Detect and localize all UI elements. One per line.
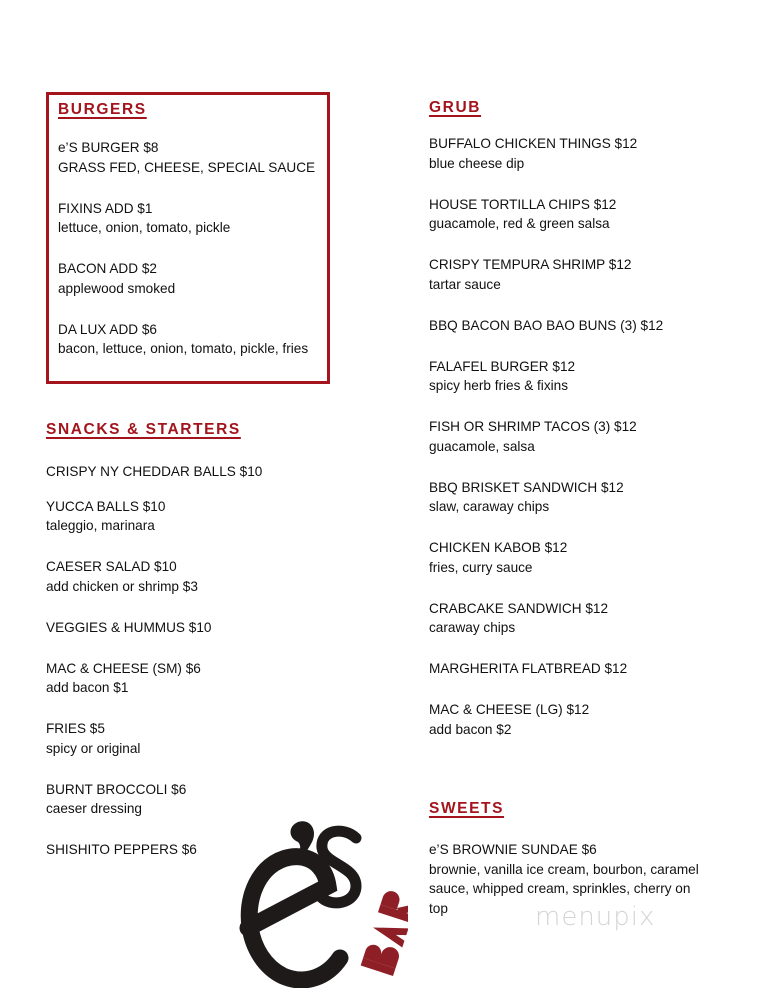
menu-item (58, 199, 315, 238)
menu-item-name: VEGGIES & HUMMUS $10 (46, 619, 212, 635)
menu-item (46, 719, 262, 758)
menu-item-description: guacamole, red & green salsa (429, 216, 610, 231)
menu-item-name: BURNT BROCCOLI $6 (46, 781, 187, 797)
menu-item (429, 417, 663, 456)
menu-item-description: guacamole, salsa (429, 438, 535, 454)
menu-item-name: CRABCAKE SANDWICH $12 (429, 600, 609, 616)
menu-item (429, 599, 663, 638)
sweets-heading: SWEETS (429, 800, 505, 817)
menu-item-name: BBQ BRISKET SANDWICH $12 (429, 479, 624, 495)
menu-item-name: FISH OR SHRIMP TACOS (3) $12 (429, 419, 637, 434)
menu-item-name: FRIES $5 (46, 721, 105, 736)
es-bar-logo (228, 808, 408, 988)
menu-item-description: applewood smoked (58, 280, 176, 296)
menu-item-description: spicy or original (46, 740, 141, 756)
menu-item (429, 538, 663, 577)
menupix-watermark: menupix (535, 902, 656, 932)
menu-item-description: slaw, caraway chips (429, 499, 550, 514)
menu-item-name: e’S BROWNIE SUNDAE $6 (429, 842, 597, 857)
menu-item-description: blue cheese dip (429, 155, 525, 171)
menu-item-name: BBQ BACON BAO BAO BUNS (3) $12 (429, 317, 664, 333)
menu-item-description: top (429, 900, 448, 916)
menu-item-description: caeser dressing (46, 801, 142, 816)
menu-item-description: tartar sauce (429, 276, 501, 292)
menu-item (429, 478, 663, 517)
menu-item-name: BUFFALO CHICKEN THINGS $12 (429, 136, 638, 151)
menu-item-name: CAESER SALAD $10 (46, 559, 177, 574)
menu-item-name: FIXINS ADD $1 (58, 200, 153, 216)
menu-item (46, 557, 262, 596)
menu-item-description: caraway chips (429, 620, 516, 635)
menu-item-description: fries, curry sauce (429, 559, 533, 575)
grub-list (429, 134, 663, 761)
menu-item-description: lettuce, onion, tomato, pickle (58, 220, 231, 235)
menu-item-description: GRASS FED, CHEESE, SPECIAL SAUCE (58, 159, 316, 175)
menu-item (46, 497, 262, 536)
grub-heading: GRUB (429, 99, 482, 116)
burgers-list (58, 138, 315, 380)
menu-item-name: YUCCA BALLS $10 (46, 498, 166, 514)
menu-item-description: taleggio, marinara (46, 518, 155, 533)
menu-item (429, 316, 663, 336)
menu-item (429, 255, 663, 294)
menu-item-name: CRISPY TEMPURA SHRIMP $12 (429, 257, 632, 272)
menu-item-name: MARGHERITA FLATBREAD $12 (429, 661, 628, 676)
menu-item-name: FALAFEL BURGER $12 (429, 358, 576, 374)
menu-item-description: sauce, whipped cream, sprinkles, cherry on (429, 881, 691, 896)
menu-item (429, 659, 663, 679)
menu-item (429, 134, 663, 173)
menu-item (429, 357, 663, 396)
menu-item-name: SHISHITO PEPPERS $6 (46, 842, 197, 857)
menu-item (58, 138, 315, 177)
menu-item-description: add bacon $2 (429, 721, 512, 737)
menu-item-name: MAC & CHEESE (SM) $6 (46, 660, 201, 676)
menu-item-name: CHICKEN KABOB $12 (429, 540, 568, 555)
menu-item (429, 700, 663, 739)
logo-bar-shape (361, 889, 408, 976)
menu-item-name: CRISPY NY CHEDDAR BALLS $10 (46, 464, 263, 479)
menu-item (429, 195, 663, 234)
menu-item-description: add bacon $1 (46, 680, 129, 695)
menu-item-description: add chicken or shrimp $3 (46, 578, 198, 594)
menu-item-name: MAC & CHEESE (LG) $12 (429, 702, 590, 717)
burgers-heading: BURGERS (58, 101, 147, 118)
menu-item-name: e’S BURGER $8 (58, 140, 159, 155)
menu-item-description: brownie, vanilla ice cream, bourbon, caramel (429, 861, 699, 877)
menu-item-name: BACON ADD $2 (58, 261, 157, 276)
menu-item (46, 462, 262, 482)
menu-item-name: HOUSE TORTILLA CHIPS $12 (429, 196, 617, 212)
menu-item (58, 259, 315, 298)
menu-item-description: bacon, lettuce, onion, tomato, pickle, fries (58, 341, 309, 356)
menu-item (46, 618, 262, 638)
menu-item-name: DA LUX ADD $6 (58, 321, 157, 337)
logo-e-shape (248, 857, 340, 980)
menu-item (58, 320, 315, 359)
menu-item (46, 659, 262, 698)
menu-item-description: spicy herb fries & fixins (429, 378, 569, 393)
snacks-heading: SNACKS & STARTERS (46, 421, 241, 438)
